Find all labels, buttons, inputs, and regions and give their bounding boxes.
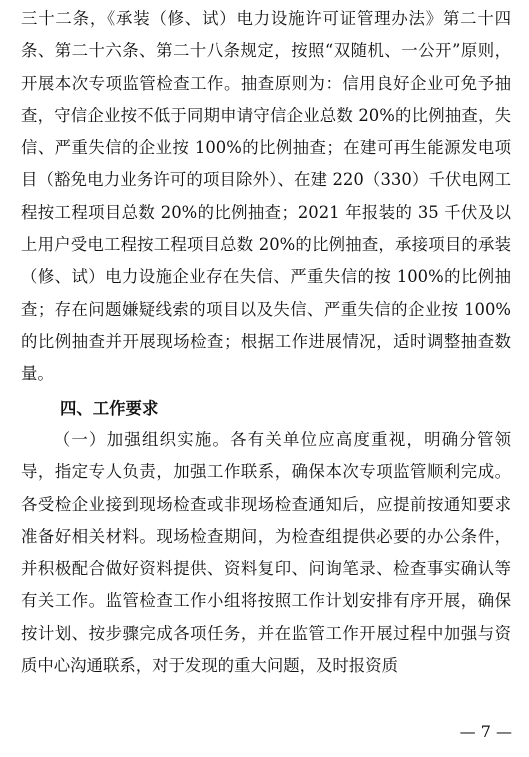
paragraph-lead-title: （一）加强组织实施。 [53,430,231,449]
paragraph-organization [21,424,511,682]
paragraph-body: 各有关单位应高度重视，明确分管领导，指定专人负责，加强工作联系，确保本次专项监管顺利完成。各受检企业接到现场检查或非现场检查通知后，应提前按通知要求准备好相关材料。现场检查期间，为检查组提供必要的办公条件，并积极配合做好资料提供、资料复印、问询笔录、检查事实确认等有关工作。监管检查工作小组将按照工作计划安排有序开展，确保按计划、按步骤完成各项任务，并在监管工作开展过程中加强与资质中心沟通联系，对于发现的重大问题，及时报资质 [21,430,512,676]
section-heading-work-requirements: 四、工作要求 [60,399,159,418]
paragraph-sampling-principles: 三十二条，《承装（修、试）电力设施许可证管理办法》第二十四条、第二十六条、第二十八条规定，按照“双随机、一公开”原则，开展本次专项监管检查工作。抽查原则为：信用良好企业可免予抽查，守信企业按不低于同期申请守信企业总数 20%的比例抽查，失信、严重失信的企业按 100%的比例抽查；在建可再生能源发电项目（豁免电力业务许可的项目除外）、在建 220（330）千伏电网工程按工程项目总数 20%的比例抽查；2021 年报装的 35 千伏及以上用户受电工程按工程项目总数 20%的比例抽查，承接项目的承装（修、试）电力设施企业存在失信、严重失信的按 100%的比例抽查；存在问题嫌疑线索的项目以及失信、严重失信的企业按 100%的比例抽查并开展现场检查；根据工作进展情况，适时调整抽查数量。 [21,9,511,384]
page-number: — 7 — [459,722,512,741]
